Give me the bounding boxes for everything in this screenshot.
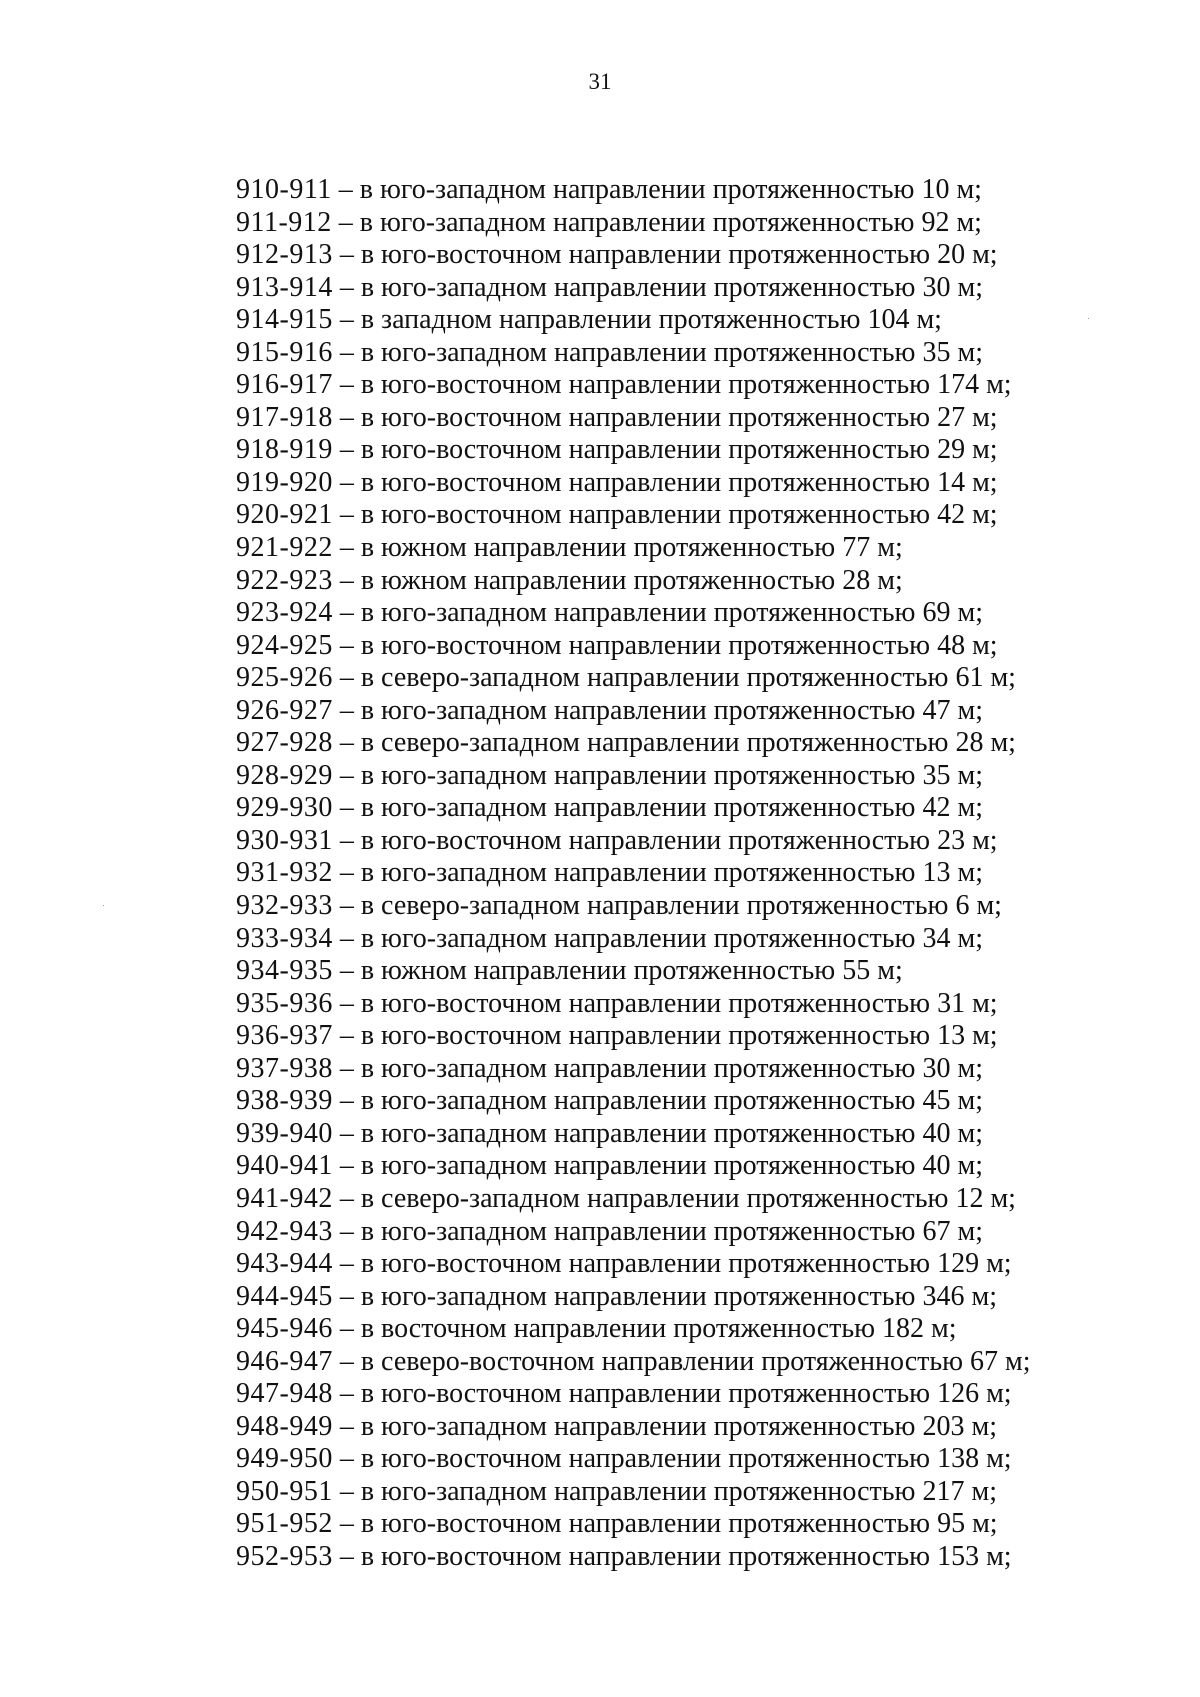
- segment-description: в юго-западном направлении протяженностью 217 м;: [360, 1475, 997, 1507]
- segment-id: 944-945: [236, 1280, 333, 1312]
- segment-description: в северо-восточном направлении протяженностью 67 м;: [360, 1345, 1031, 1377]
- dash-separator: –: [332, 466, 361, 498]
- dash-separator: –: [332, 532, 361, 564]
- segment-list: [236, 174, 1031, 1574]
- dash-separator: –: [332, 1280, 361, 1312]
- segment-line: [236, 1183, 1031, 1216]
- segment-id: 925-926: [236, 662, 333, 694]
- segment-description: в юго-западном направлении протяженностью 40 м;: [360, 1150, 983, 1182]
- segment-line: [236, 1020, 1031, 1053]
- segment-description: в юго-западном направлении протяженностью 13 м;: [360, 857, 983, 889]
- segment-description: в юго-западном направлении протяженностью 47 м;: [360, 694, 983, 726]
- segment-line: [236, 760, 1031, 793]
- segment-line: [236, 1281, 1031, 1314]
- segment-line: [236, 1216, 1031, 1249]
- segment-id: 923-924: [236, 597, 333, 629]
- segment-id: 939-940: [236, 1117, 333, 1149]
- segment-line: [236, 630, 1031, 663]
- segment-line: [236, 1476, 1031, 1509]
- segment-id: 914-915: [236, 304, 333, 336]
- segment-id: 927-928: [236, 727, 333, 759]
- segment-description: в юго-восточном направлении протяженностью 129 м;: [360, 1248, 1012, 1280]
- segment-id: 947-948: [236, 1378, 333, 1410]
- segment-description: в восточном направлении протяженностью 182 м;: [360, 1313, 957, 1345]
- dash-separator: –: [332, 401, 361, 433]
- segment-line: [236, 467, 1031, 500]
- segment-id: 918-919: [236, 434, 333, 466]
- segment-description: в юго-восточном направлении протяженностью 174 м;: [360, 369, 1012, 401]
- segment-id: 932-933: [236, 890, 333, 922]
- segment-id: 951-952: [236, 1508, 333, 1540]
- segment-line: [236, 1313, 1031, 1346]
- segment-line: [236, 1053, 1031, 1086]
- segment-description: в юго-западном направлении протяженностью 42 м;: [360, 792, 983, 824]
- segment-id: 934-935: [236, 955, 333, 987]
- segment-id: 942-943: [236, 1215, 333, 1247]
- segment-line: [236, 988, 1031, 1021]
- segment-line: [236, 825, 1031, 858]
- dash-separator: –: [332, 239, 361, 271]
- segment-description: в юго-восточном направлении протяженностью 126 м;: [360, 1378, 1012, 1410]
- segment-line: [236, 369, 1031, 402]
- dash-separator: –: [331, 206, 360, 238]
- segment-line: [236, 1411, 1031, 1444]
- segment-line: [236, 272, 1031, 305]
- segment-description: в юго-восточном направлении протяженностью 153 м;: [360, 1540, 1012, 1572]
- segment-line: [236, 923, 1031, 956]
- segment-id: 912-913: [236, 239, 333, 271]
- segment-id: 948-949: [236, 1410, 333, 1442]
- dash-separator: –: [332, 1508, 361, 1540]
- segment-line: [236, 1085, 1031, 1118]
- segment-line: [236, 597, 1031, 630]
- segment-description: в юго-западном направлении протяженностью 92 м;: [359, 206, 982, 238]
- segment-description: в юго-западном направлении протяженностью 45 м;: [360, 1085, 983, 1117]
- segment-description: в юго-восточном направлении протяженностью 42 м;: [360, 499, 998, 531]
- dash-separator: –: [332, 987, 361, 1019]
- scan-speck: [103, 905, 104, 906]
- segment-id: 933-934: [236, 922, 333, 954]
- dash-separator: –: [332, 694, 361, 726]
- segment-line: [236, 1443, 1031, 1476]
- dash-separator: –: [332, 890, 361, 922]
- segment-line: [236, 207, 1031, 240]
- segment-id: 913-914: [236, 271, 333, 303]
- segment-description: в южном направлении протяженностью 77 м;: [360, 532, 903, 564]
- scan-speck: [1088, 318, 1089, 319]
- dash-separator: –: [332, 1150, 361, 1182]
- segment-description: в юго-западном направлении протяженностью 35 м;: [360, 759, 983, 791]
- dash-separator: –: [332, 1313, 361, 1345]
- dash-separator: –: [332, 1085, 361, 1117]
- segment-line: [236, 1118, 1031, 1151]
- segment-description: в юго-западном направлении протяженностью 67 м;: [360, 1215, 983, 1247]
- segment-line: [236, 695, 1031, 728]
- dash-separator: –: [332, 271, 361, 303]
- dash-separator: –: [332, 1410, 361, 1442]
- segment-id: 929-930: [236, 792, 333, 824]
- dash-separator: –: [332, 824, 361, 856]
- segment-line: [236, 337, 1031, 370]
- dash-separator: –: [332, 792, 361, 824]
- segment-line: [236, 1346, 1031, 1379]
- segment-description: в юго-западном направлении протяженностью 35 м;: [360, 336, 983, 368]
- segment-id: 922-923: [236, 564, 333, 596]
- segment-description: в южном направлении протяженностью 28 м;: [360, 564, 903, 596]
- segment-id: 945-946: [236, 1313, 333, 1345]
- dash-separator: –: [332, 369, 361, 401]
- segment-id: 941-942: [236, 1182, 333, 1214]
- segment-line: [236, 499, 1031, 532]
- dash-separator: –: [332, 304, 361, 336]
- segment-line: [236, 1508, 1031, 1541]
- segment-id: 946-947: [236, 1345, 333, 1377]
- segment-id: 916-917: [236, 369, 333, 401]
- segment-line: [236, 857, 1031, 890]
- dash-separator: –: [332, 922, 361, 954]
- segment-description: в юго-восточном направлении протяженностью 29 м;: [360, 434, 998, 466]
- segment-description: в юго-восточном направлении протяженностью 13 м;: [360, 1020, 998, 1052]
- dash-separator: –: [332, 1475, 361, 1507]
- segment-id: 910-911: [236, 174, 332, 205]
- dash-separator: –: [332, 662, 361, 694]
- segment-line: [236, 662, 1031, 695]
- segment-id: 936-937: [236, 1020, 333, 1052]
- dash-separator: –: [332, 434, 361, 466]
- segment-description: в юго-восточном направлении протяженностью 95 м;: [360, 1508, 998, 1540]
- dash-separator: –: [332, 1378, 361, 1410]
- segment-line: [236, 792, 1031, 825]
- dash-separator: –: [332, 1052, 361, 1084]
- segment-description: в юго-западном направлении протяженностью 10 м;: [359, 174, 982, 205]
- segment-id: 928-929: [236, 759, 333, 791]
- dash-separator: –: [332, 564, 361, 596]
- dash-separator: –: [332, 499, 361, 531]
- segment-id: 926-927: [236, 694, 333, 726]
- dash-separator: –: [332, 1117, 361, 1149]
- segment-id: 931-932: [236, 857, 333, 889]
- segment-id: 943-944: [236, 1248, 333, 1280]
- segment-id: 930-931: [236, 824, 333, 856]
- dash-separator: –: [332, 1020, 361, 1052]
- segment-id: 949-950: [236, 1443, 333, 1475]
- segment-line: [236, 174, 1031, 207]
- segment-line: [236, 1541, 1031, 1574]
- segment-id: 937-938: [236, 1052, 333, 1084]
- segment-id: 952-953: [236, 1540, 333, 1572]
- segment-line: [236, 1248, 1031, 1281]
- dash-separator: –: [332, 336, 361, 368]
- segment-description: в северо-западном направлении протяженностью 12 м;: [360, 1182, 1016, 1214]
- segment-line: [236, 239, 1031, 272]
- segment-line: [236, 402, 1031, 435]
- segment-id: 911-912: [236, 206, 332, 238]
- dash-separator: –: [332, 857, 361, 889]
- segment-line: [236, 434, 1031, 467]
- segment-description: в юго-западном направлении протяженностью 30 м;: [360, 1052, 983, 1084]
- segment-line: [236, 1150, 1031, 1183]
- segment-description: в юго-западном направлении протяженностью 203 м;: [360, 1410, 997, 1442]
- segment-description: в юго-восточном направлении протяженностью 48 м;: [360, 629, 998, 661]
- segment-id: 920-921: [236, 499, 333, 531]
- dash-separator: –: [332, 759, 361, 791]
- segment-description: в юго-восточном направлении протяженностью 31 м;: [360, 987, 998, 1019]
- segment-description: в юго-западном направлении протяженностью 346 м;: [360, 1280, 997, 1312]
- segment-id: 938-939: [236, 1085, 333, 1117]
- dash-separator: –: [332, 955, 361, 987]
- dash-separator: –: [332, 727, 361, 759]
- segment-description: в южном направлении протяженностью 55 м;: [360, 955, 903, 987]
- segment-line: [236, 890, 1031, 923]
- segment-id: 915-916: [236, 336, 333, 368]
- segment-line: [236, 565, 1031, 598]
- segment-description: в юго-западном направлении протяженностью 69 м;: [360, 597, 983, 629]
- segment-description: в юго-западном направлении протяженностью 34 м;: [360, 922, 983, 954]
- segment-id: 919-920: [236, 466, 333, 498]
- segment-id: 940-941: [236, 1150, 333, 1182]
- dash-separator: –: [332, 1345, 361, 1377]
- page-number: 31: [588, 69, 612, 94]
- segment-line: [236, 532, 1031, 565]
- segment-id: 924-925: [236, 629, 333, 661]
- segment-description: в западном направлении протяженностью 104 м;: [360, 304, 942, 336]
- segment-id: 950-951: [236, 1475, 333, 1507]
- dash-separator: –: [332, 1443, 361, 1475]
- segment-line: [236, 955, 1031, 988]
- dash-separator: –: [331, 174, 360, 205]
- segment-description: в юго-восточном направлении протяженностью 27 м;: [360, 401, 998, 433]
- segment-description: в юго-восточном направлении протяженностью 23 м;: [360, 824, 998, 856]
- segment-id: 921-922: [236, 532, 333, 564]
- dash-separator: –: [332, 597, 361, 629]
- segment-line: [236, 1378, 1031, 1411]
- segment-description: в юго-западном направлении протяженностью 40 м;: [360, 1117, 983, 1149]
- segment-description: в юго-восточном направлении протяженностью 20 м;: [360, 239, 998, 271]
- segment-description: в северо-западном направлении протяженностью 61 м;: [360, 662, 1016, 694]
- dash-separator: –: [332, 1540, 361, 1572]
- segment-description: в юго-западном направлении протяженностью 30 м;: [360, 271, 983, 303]
- dash-separator: –: [332, 1248, 361, 1280]
- segment-description: в северо-западном направлении протяженностью 28 м;: [360, 727, 1016, 759]
- segment-description: в юго-восточном направлении протяженностью 138 м;: [360, 1443, 1012, 1475]
- segment-description: в северо-западном направлении протяженностью 6 м;: [360, 890, 1002, 922]
- segment-line: [236, 304, 1031, 337]
- dash-separator: –: [332, 1215, 361, 1247]
- segment-description: в юго-восточном направлении протяженностью 14 м;: [360, 466, 998, 498]
- segment-id: 935-936: [236, 987, 333, 1019]
- segment-line: [236, 727, 1031, 760]
- segment-id: 917-918: [236, 401, 333, 433]
- dash-separator: –: [332, 629, 361, 661]
- dash-separator: –: [332, 1182, 361, 1214]
